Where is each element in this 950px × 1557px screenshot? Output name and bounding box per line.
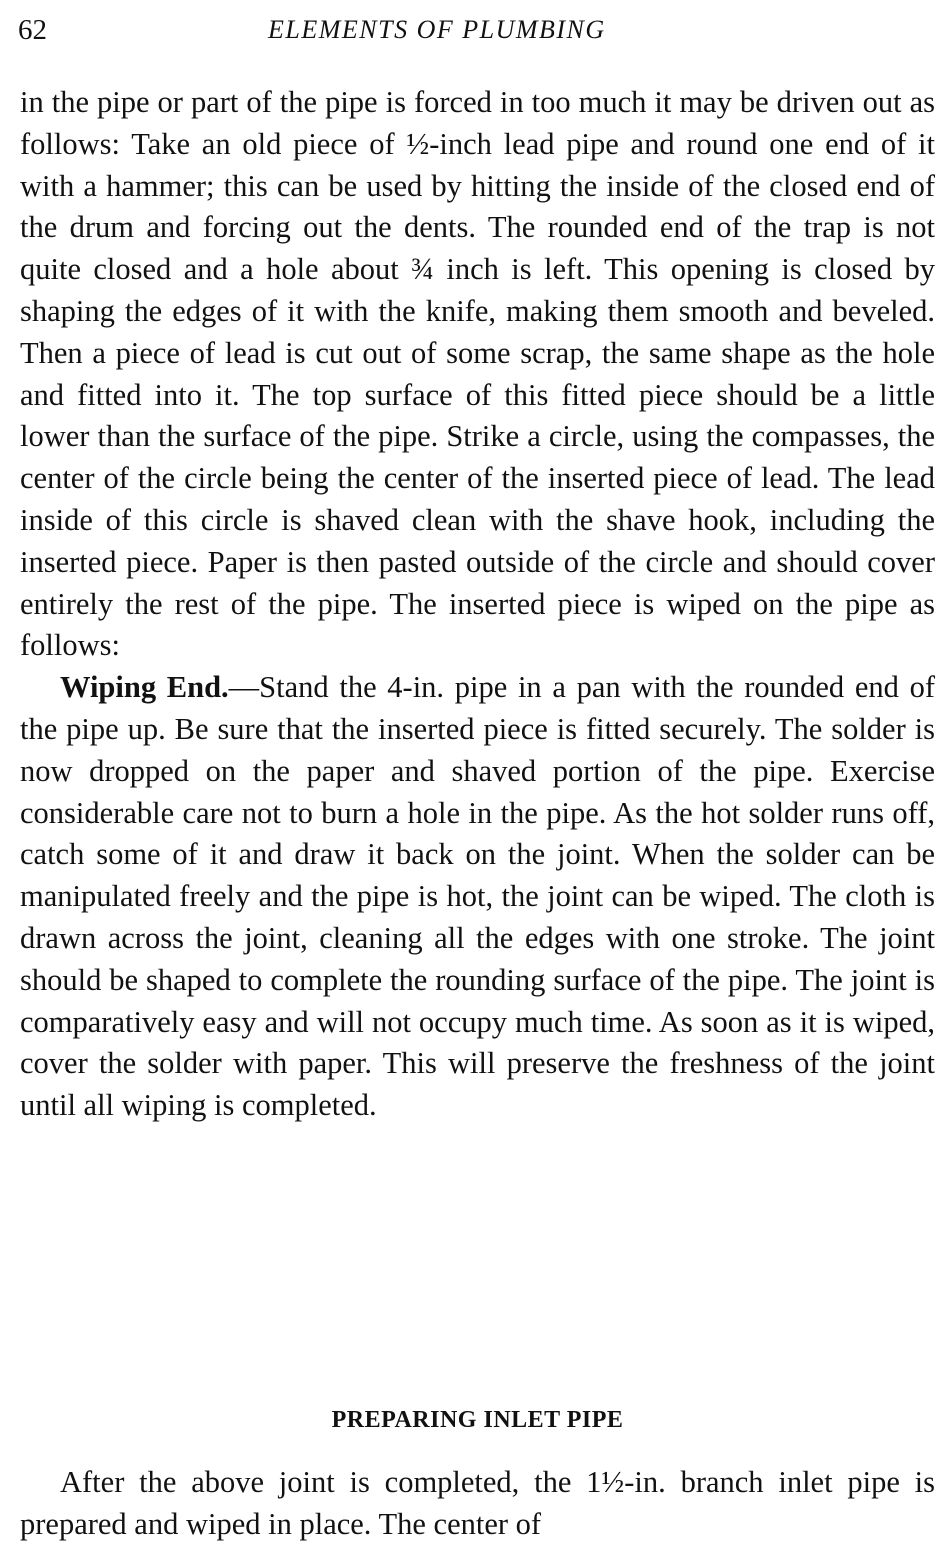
running-head	[18, 10, 936, 50]
paragraph-inlet-pipe: After the above joint is completed, the 1½-in. branch inlet pipe is prepared and wiped in place. The center of	[20, 1465, 935, 1541]
running-title: ELEMENTS OF PLUMBING	[268, 15, 606, 44]
run-in-heading: Wiping End.	[60, 670, 229, 705]
body-text	[20, 82, 935, 1127]
paragraph-wiping-end	[20, 667, 935, 1127]
page-number: 62	[18, 14, 47, 46]
paragraph-continued: in the pipe or part of the pipe is forced in too much it may be driven out as follows: Take an old piece of ½-inch lead pipe and round one end of it with a hammer; this can be used by hitting the inside of the closed end of the drum and forcing out the dents. The rounded end of the trap is not quite closed and a hole about ¾ inch is left. This opening is closed by shaping the edges of it with the knife, making them smooth and beveled. Then a piece of lead is cut out of some scrap, the same shape as the hole and fitted into it. The top surface of this fitted piece should be a little lower than the surface of the pipe. Strike a circle, using the compasses, the center of the circle being the center of the inserted piece of lead. The lead inside of this circle is shaved clean with the shave hook, including the inserted piece. Paper is then pasted outside of the circle and should cover entirely the rest of the pipe. The inserted piece is wiped on the pipe as follows:	[20, 85, 935, 663]
section-heading: PREPARING INLET PIPE	[331, 1407, 624, 1433]
paragraph-wiping-end-text: —Stand the 4-in. pipe in a pan with the rounded end of the pipe up. Be sure that the inserted piece is fitted securely. The solder is now dropped on the paper and shaved portion of the pipe. Exercise considerable care not to burn a hole in the pipe. As the hot solder runs off, catch some of it and draw it back on the joint. When the solder can be manipulated freely and the pipe is hot, the joint can be wiped. The cloth is drawn across the joint, cleaning all the edges with one stroke. The joint should be shaped to complete the rounding surface of the pipe. The joint is comparatively easy and will not occupy much time. As soon as it is wiped, cover the solder with paper. This will preserve the freshness of the joint until all wiping is completed.	[20, 670, 935, 1123]
tail-text	[20, 1462, 935, 1546]
